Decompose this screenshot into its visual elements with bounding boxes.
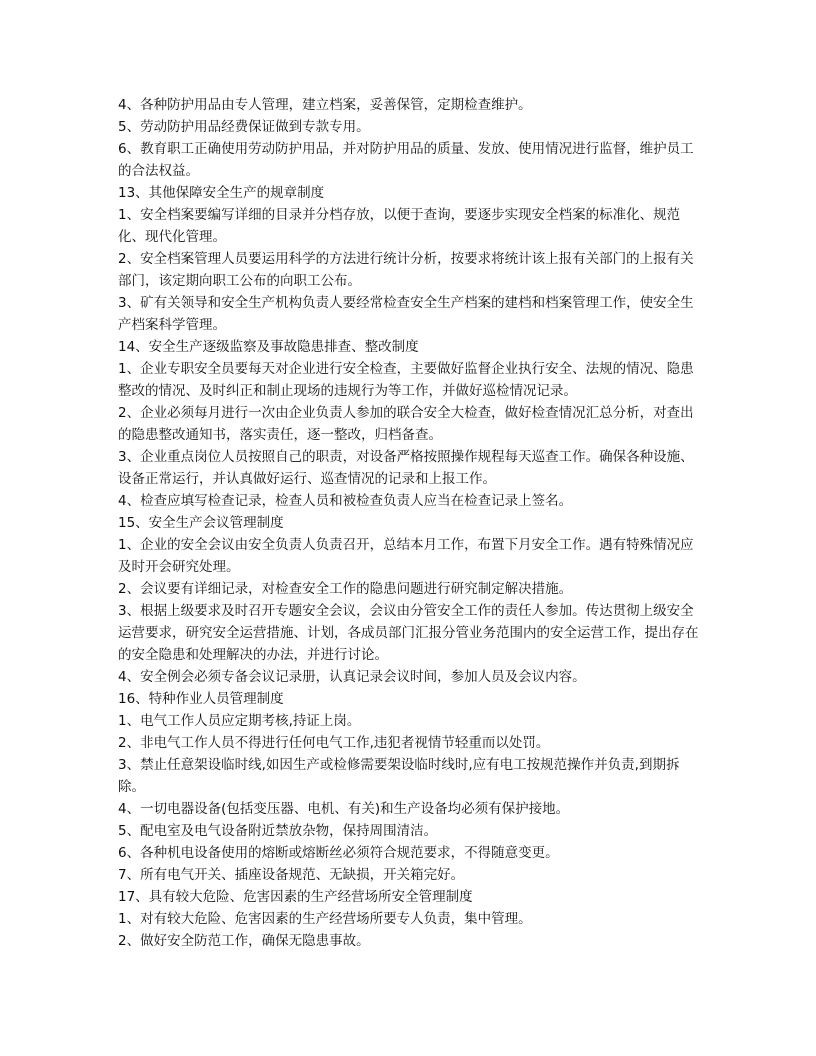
text-line: 15、安全生产会议管理制度: [118, 515, 284, 531]
text-line: 的合法权益。: [118, 163, 199, 179]
text-line: 5、劳动防护用品经费保证做到专款专用。: [118, 119, 370, 135]
text-line: 及时开会研究处理。: [118, 559, 240, 575]
text-line: 除。: [118, 779, 145, 795]
text-line: 部门，该定期向职工公布的向职工公布。: [118, 273, 361, 289]
text-line: 14、安全生产逐级监察及事故隐患排查、整改制度: [118, 339, 419, 355]
text-line: 整改的情况、及时纠正和制止现场的违规行为等工作，并做好巡检情况记录。: [118, 383, 577, 399]
text-line: 1、企业专职安全员要每天对企业进行安全检查，主要做好监督企业执行安全、法规的情况、隐患: [118, 361, 694, 377]
document-page: [118, 94, 718, 952]
text-line: 2、会议要有详细记录，对检查安全工作的隐患问题进行研究制定解决措施。: [118, 581, 573, 597]
text-line: 的安全隐患和处理解决的办法，并进行讨论。: [118, 647, 388, 663]
text-line: 产档案科学管理。: [118, 317, 226, 333]
text-line: 的隐患整改通知书，落实责任，逐一整改，归档备查。: [118, 427, 442, 443]
text-line: 6、各种机电设备使用的熔断或熔断丝必须符合规范要求，不得随意变更。: [118, 845, 559, 861]
text-line: 17、具有较大危险、危害因素的生产经营场所安全管理制度: [118, 889, 473, 905]
text-line: 16、特种作业人员管理制度: [118, 691, 284, 707]
text-line: 3、企业重点岗位人员按照自己的职责，对设备严格按照操作规程每天巡查工作。确保各种设施、: [118, 449, 694, 465]
text-line: 7、所有电气开关、插座设备规范、无缺损，开关箱完好。: [118, 867, 465, 883]
text-line: 13、其他保障安全生产的规章制度: [118, 185, 325, 201]
text-line: 2、非电气工作人员不得进行任何电气工作,违犯者视情节轻重而以处罚。: [118, 735, 550, 751]
text-line: 设备正常运行，并认真做好运行、巡查情况的记录和上报工作。: [118, 471, 496, 487]
text-line: 5、配电室及电气设备附近禁放杂物，保持周围清洁。: [118, 823, 438, 839]
text-line: 化、现代化管理。: [118, 229, 226, 245]
text-line: 4、检查应填写检查记录，检查人员和被检查负责人应当在检查记录上签名。: [118, 493, 573, 509]
text-line: 2、做好安全防范工作，确保无隐患事故。: [118, 933, 370, 949]
text-line: 1、安全档案要编写详细的目录并分档存放，以便于查询，要逐步实现安全档案的标准化、规范: [118, 207, 681, 223]
text-line: 2、安全档案管理人员要运用科学的方法进行统计分析，按要求将统计该上报有关部门的上报有关: [118, 251, 694, 267]
text-line: 4、各种防护用品由专人管理，建立档案，妥善保管，定期检查维护。: [118, 97, 532, 113]
text-line: 运营要求，研究安全运营措施、计划，各成员部门汇报分管业务范围内的安全运营工作，提出存在: [118, 625, 699, 641]
text-line: 3、禁止任意架设临时线,如因生产或检修需要架设临时线时,应有电工按规范操作并负责,到期拆: [118, 757, 680, 773]
text-line: 3、根据上级要求及时召开专题安全会议，会议由分管安全工作的责任人参加。传达贯彻上级安全: [118, 603, 694, 619]
text-line: 4、一切电器设备(包括变压器、电机、有关)和生产设备均必须有保护接地。: [118, 801, 570, 817]
text-line: 4、安全例会必须专备会议记录册，认真记录会议时间，参加人员及会议内容。: [118, 669, 586, 685]
text-line: 6、教育职工正确使用劳动防护用品，并对防护用品的质量、发放、使用情况进行监督，维护员工: [118, 141, 694, 157]
text-line: 1、电气工作人员应定期考核,持证上岗。: [118, 713, 361, 729]
text-line: 1、企业的安全会议由安全负责人负责召开，总结本月工作，布置下月安全工作。遇有特殊情况应: [118, 537, 694, 553]
text-line: 3、矿有关领导和安全生产机构负责人要经常检查安全生产档案的建档和档案管理工作，使安全生: [118, 295, 694, 311]
text-line: 2、企业必须每月进行一次由企业负责人参加的联合安全大检查，做好检查情况汇总分析，对查出: [118, 405, 694, 421]
text-line: 1、对有较大危险、危害因素的生产经营场所要专人负责，集中管理。: [118, 911, 532, 927]
